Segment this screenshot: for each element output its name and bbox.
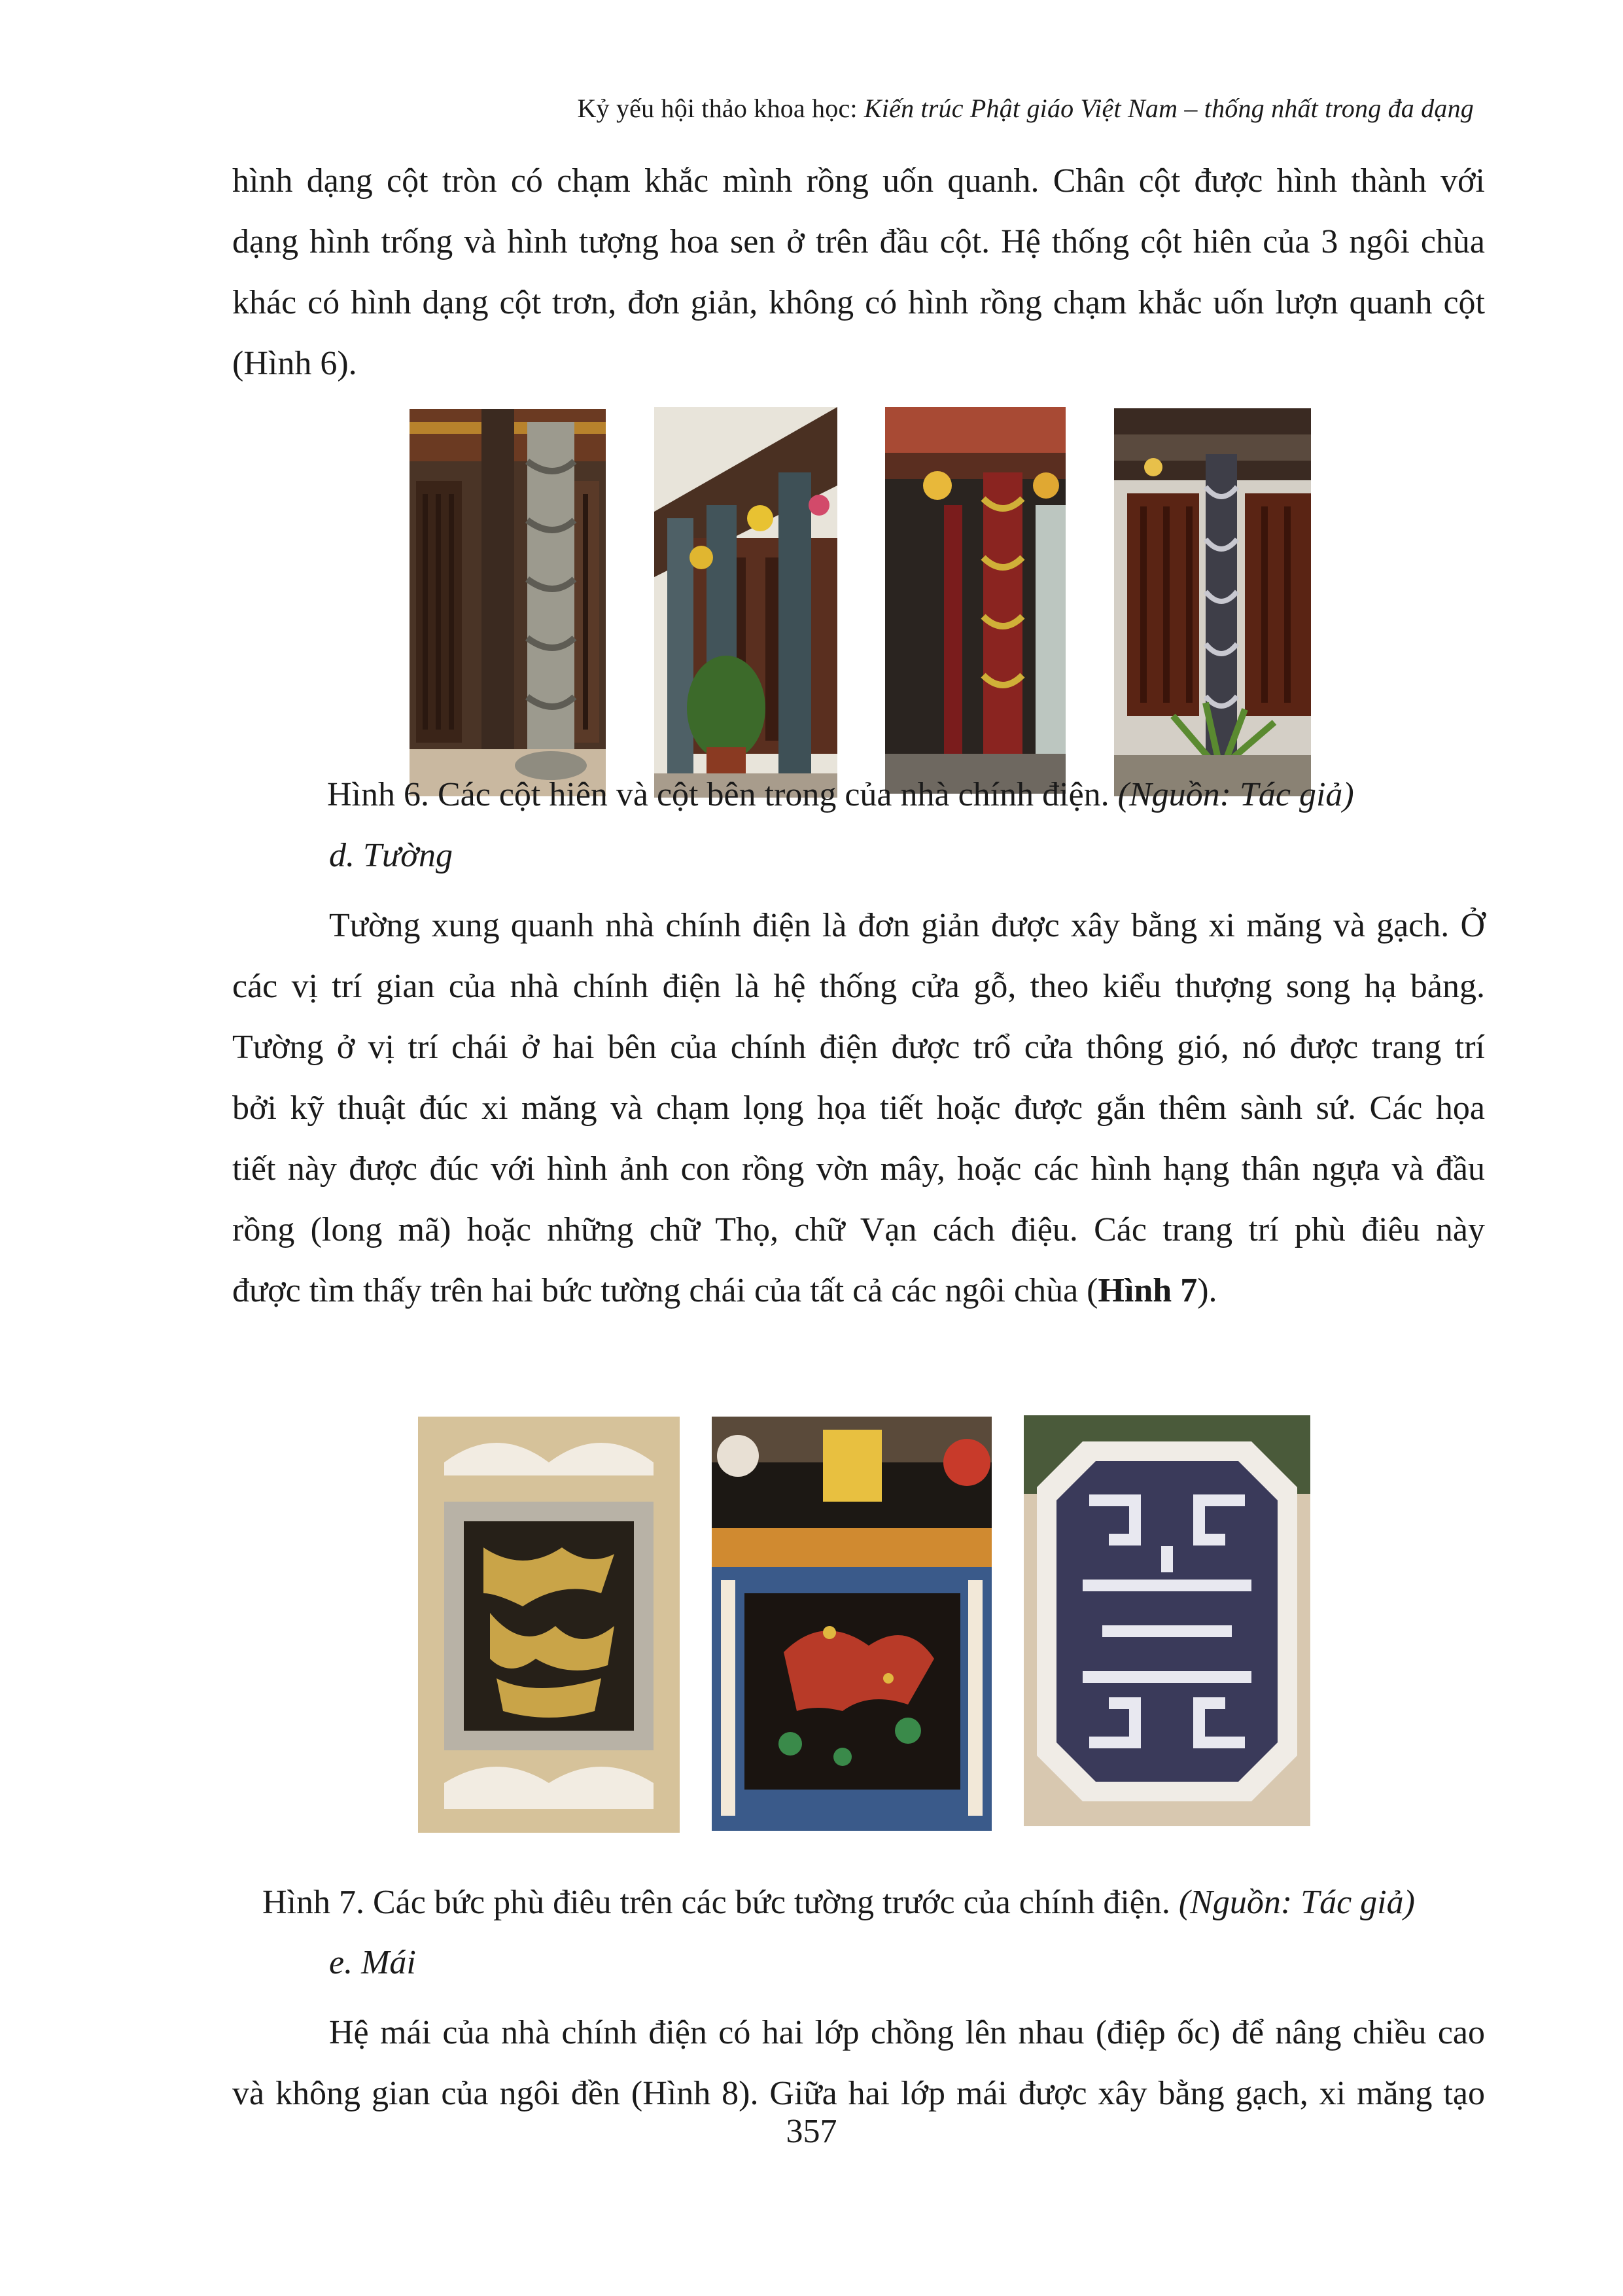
text-span: được tìm thấy trên hai bức tường chái của tất cả các ngôi chùa (	[232, 1272, 1098, 1309]
page-number: 357	[786, 2113, 837, 2150]
text-line: khác có hình dạng cột trơn, đơn giản, không có hình rồng chạm khắc uốn lượn quanh cột	[232, 284, 1485, 321]
text-line: Tường xung quanh nhà chính điện là đơn giản được xây bằng xi măng và gạch. Ở	[329, 907, 1485, 944]
text-line: (Hình 6).	[232, 345, 357, 382]
text-line: Hệ mái của nhà chính điện có hai lớp chồng lên nhau (điệp ốc) để nâng chiều cao	[329, 2014, 1485, 2051]
figure6-photo-2	[654, 407, 837, 798]
figure6-photo-1	[410, 409, 606, 796]
figure6-photo-3	[885, 407, 1066, 794]
text-line: dạng hình trống và hình tượng hoa sen ở trên đầu cột. Hệ thống cột hiên của 3 ngôi chùa	[232, 223, 1485, 260]
text-line: Tường ở vị trí chái ở hai bên của chính điện được trổ cửa thông gió, nó được trang trí	[232, 1029, 1485, 1066]
section-e-heading: e. Mái	[329, 1944, 416, 1981]
section-d-paragraph	[232, 895, 1485, 1321]
text-line: các vị trí gian của nhà chính điện là hệ thống cửa gỗ, theo kiểu thượng song hạ bảng.	[232, 968, 1485, 1005]
section-e-paragraph	[232, 2002, 1485, 2124]
text-line: hình dạng cột tròn có chạm khắc mình rồng uốn quanh. Chân cột được hình thành với	[232, 162, 1485, 200]
section-d-heading: d. Tường	[329, 837, 453, 874]
figure7-reference: Hình 7	[1098, 1272, 1198, 1309]
figure6-photo-4	[1114, 408, 1311, 796]
figure7-caption-text: Hình 7. Các bức phù điêu trên các bức tường trước của chính điện.	[262, 1884, 1179, 1921]
figure7-source: (Nguồn: Tác giả)	[1178, 1884, 1415, 1921]
text-line: rồng (long mã) hoặc những chữ Thọ, chữ Vạn cách điệu. Các trang trí phù điêu này	[232, 1211, 1485, 1248]
text-line	[232, 1260, 1485, 1321]
figure7-photo-2	[712, 1417, 992, 1831]
text-line: bởi kỹ thuật đúc xi măng và chạm lọng họa tiết hoặc được gắn thêm sành sứ. Các họa	[232, 1089, 1485, 1127]
intro-paragraph	[232, 150, 1485, 394]
running-header	[577, 93, 1474, 124]
text-line: và không gian của ngôi đền (Hình 8). Giữa hai lớp mái được xây bằng gạch, xi măng tạo	[232, 2075, 1485, 2112]
figure7-photo-3	[1024, 1415, 1310, 1826]
figure6-source: (Nguồn: Tác giả)	[1117, 776, 1354, 813]
header-title: Kiến trúc Phật giáo Việt Nam – thống nhất trong đa dạng	[864, 94, 1474, 123]
figure7-caption	[262, 1883, 1415, 1922]
figure6-caption	[327, 775, 1354, 814]
figure7-photo-1	[418, 1417, 680, 1833]
header-prefix: Kỷ yếu hội thảo khoa học:	[577, 94, 864, 123]
text-line: tiết này được đúc với hình ảnh con rồng vờn mây, hoặc các hình hạng thân ngựa và đầu	[232, 1150, 1485, 1188]
figure6-caption-text: Hình 6. Các cột hiên và cột bên trong của nhà chính điện.	[327, 776, 1118, 813]
text-span: ).	[1197, 1272, 1217, 1309]
